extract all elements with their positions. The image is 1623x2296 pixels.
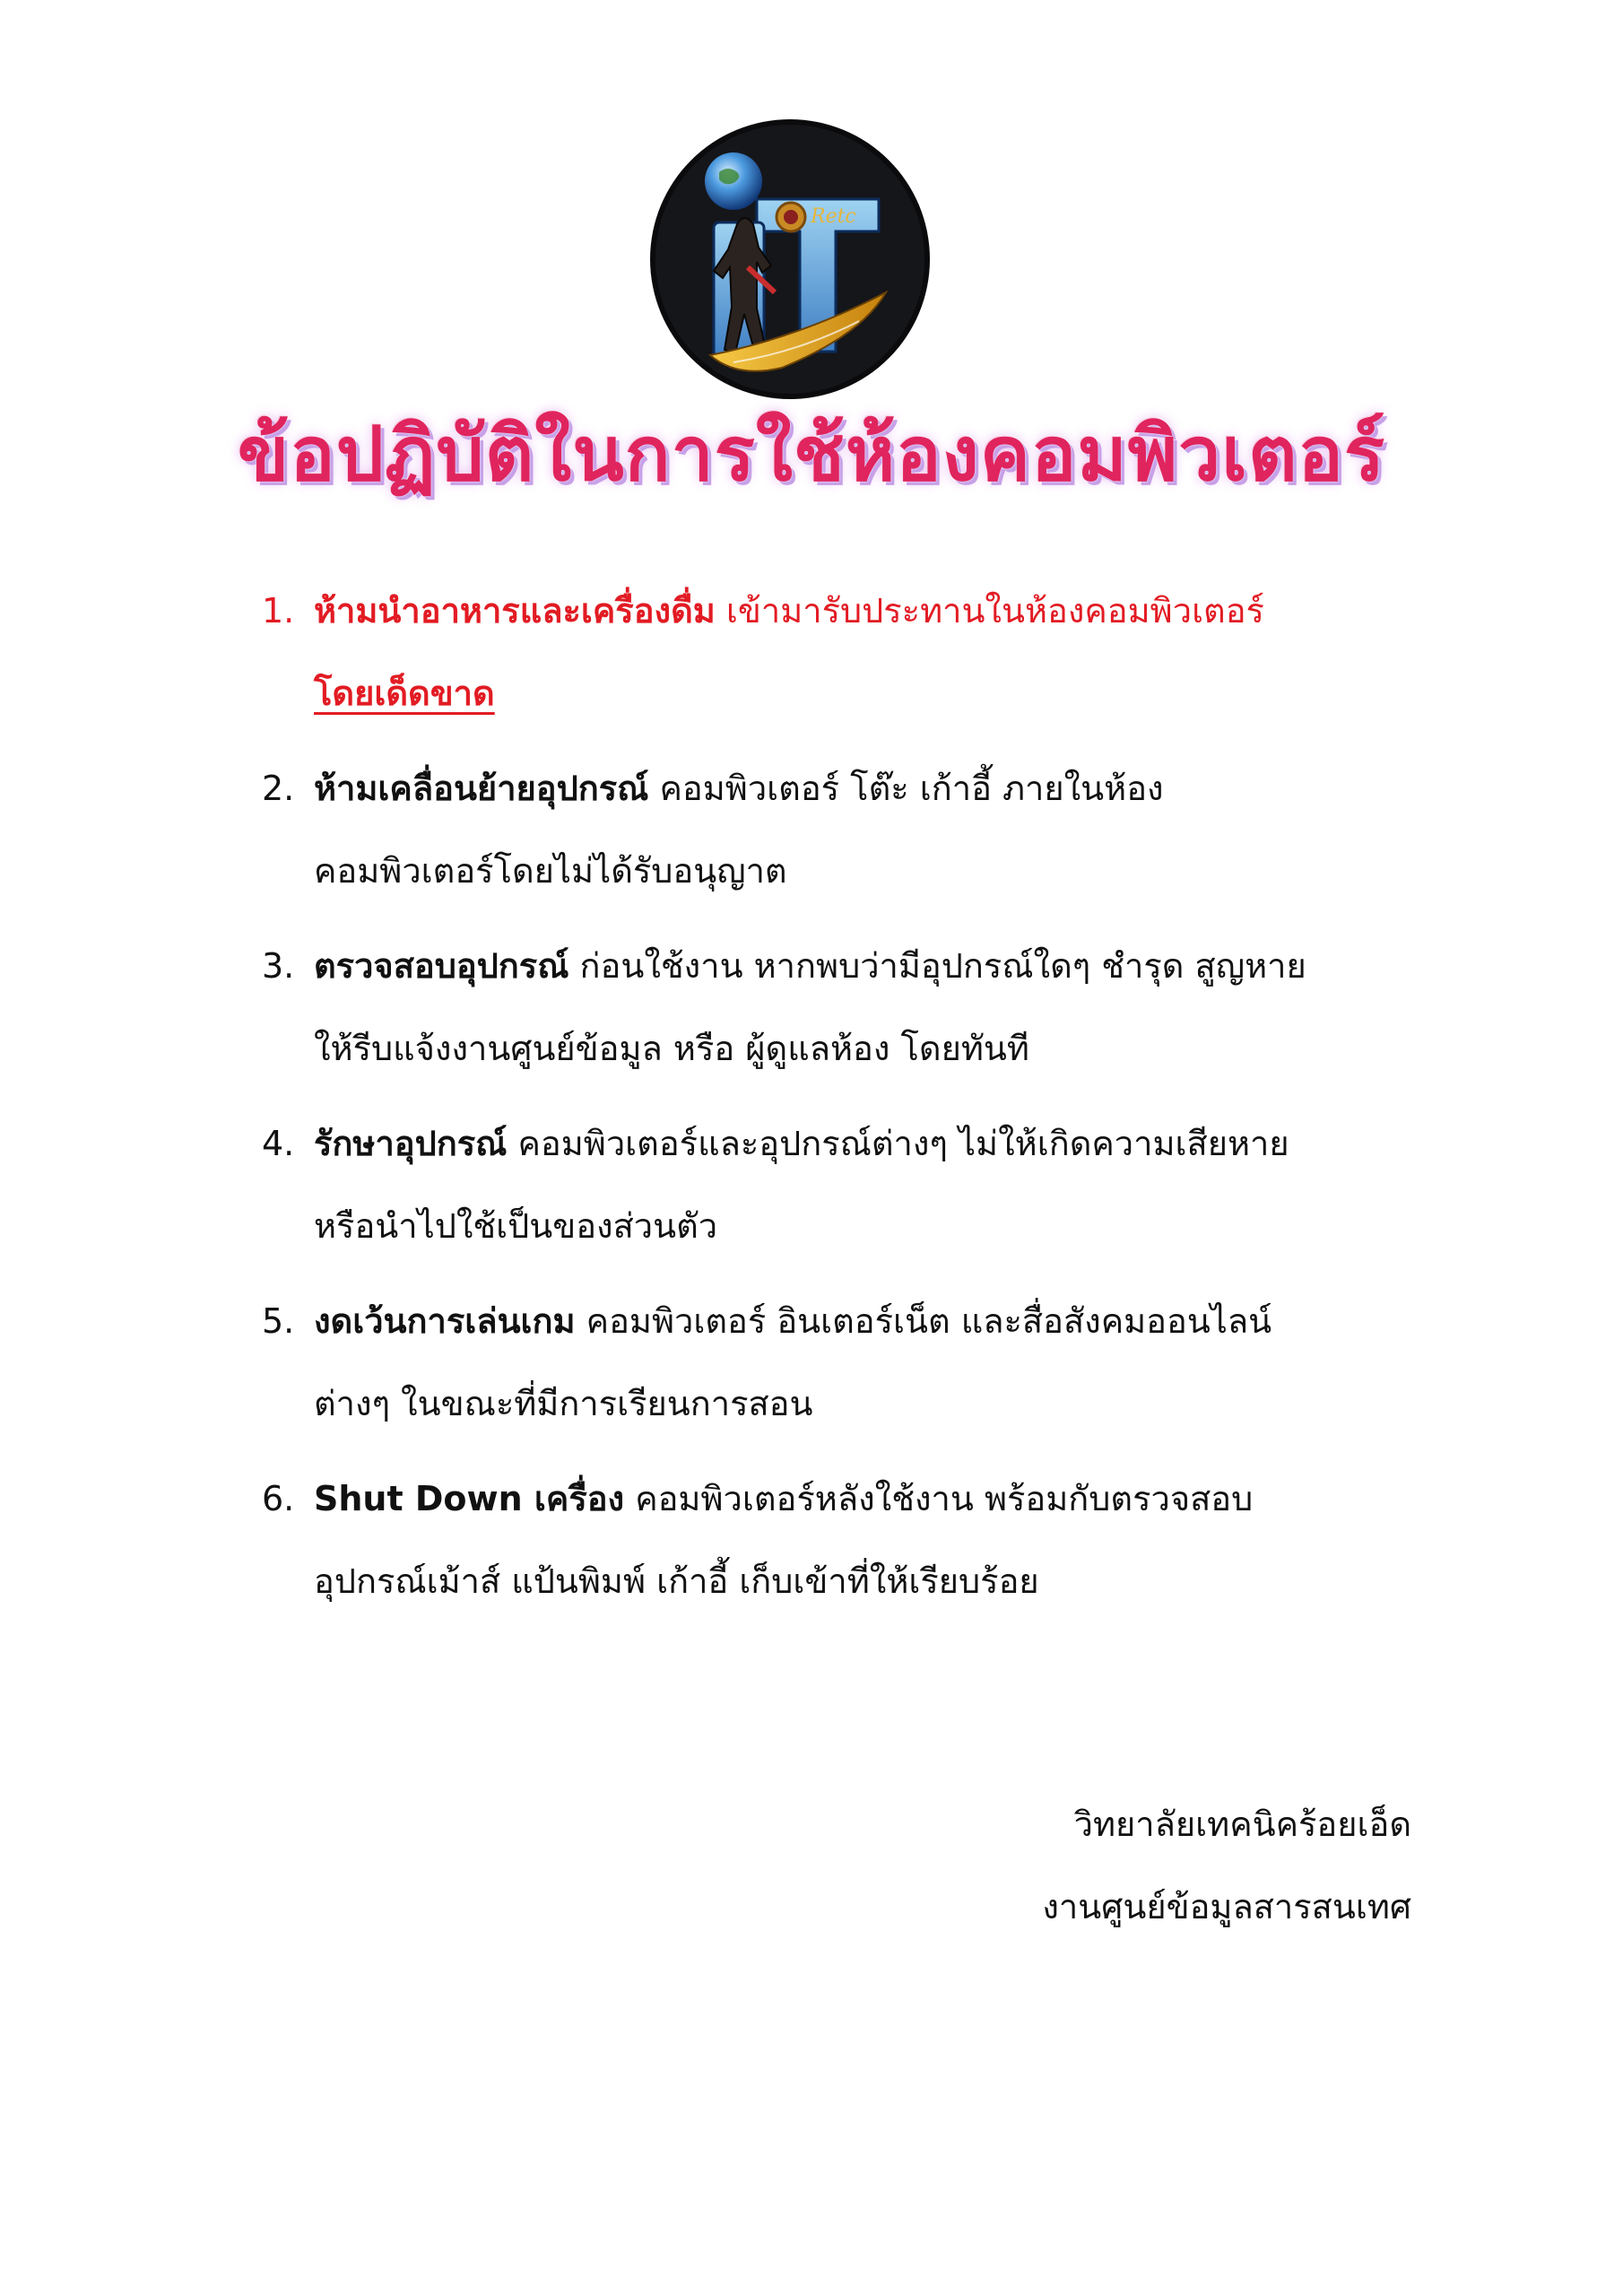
rule-item-5 <box>262 1280 1428 1445</box>
signature-institution: วิทยาลัยเทคนิคร้อยเอ็ด <box>1073 1805 1411 1844</box>
rule-line-2: หรือนำไปใช้เป็นของส่วนตัว <box>314 1206 718 1246</box>
rule-number: 4. <box>262 1124 295 1163</box>
rule-number: 3. <box>262 946 295 986</box>
signature-block <box>1042 1783 1411 1948</box>
rule-lead: ห้ามเคลื่อนย้ายอุปกรณ์ <box>314 769 649 808</box>
rule-item-2 <box>262 747 1428 912</box>
rule-number: 5. <box>262 1301 295 1341</box>
rule-number: 6. <box>262 1479 295 1518</box>
rule-text: คอมพิวเตอร์ โต๊ะ เก้าอี้ ภายในห้อง <box>648 769 1164 808</box>
rule-lead: งดเว้นการเล่นเกม <box>314 1301 576 1341</box>
rule-number: 2. <box>262 769 295 808</box>
rule-text: คอมพิวเตอร์และอุปกรณ์ต่างๆ ไม่ให้เกิดความเสียหาย <box>507 1124 1289 1163</box>
rule-lead: Shut Down เครื่อง <box>314 1479 625 1518</box>
svg-text:Retc: Retc <box>811 205 856 228</box>
rule-lead: ตรวจสอบอุปกรณ์ <box>314 946 569 986</box>
rules-list <box>262 570 1428 1635</box>
rule-line-1 <box>314 1102 1428 1185</box>
rule-item-3 <box>262 925 1428 1090</box>
rule-number: 1. <box>262 591 295 631</box>
rule-lead: ห้ามนำอาหารและเครื่องดื่ม <box>314 591 716 631</box>
rule-line-1 <box>314 925 1428 1007</box>
rule-line-1 <box>314 747 1428 830</box>
rtc-it-logo-icon <box>647 117 933 402</box>
rule-line-2: ต่างๆ ในขณะที่มีการเรียนการสอน <box>314 1384 813 1423</box>
rule-line-2: อุปกรณ์เม้าส์ แป้นพิมพ์ เก้าอี้ เก็บเข้าที่ให้เรียบร้อย <box>314 1561 1039 1601</box>
rule-lead: รักษาอุปกรณ์ <box>314 1124 508 1163</box>
rule-line-2: ให้รีบแจ้งงานศูนย์ข้อมูล หรือ ผู้ดูแลห้อง โดยทันที <box>314 1029 1029 1068</box>
rule-line-1 <box>314 1280 1428 1362</box>
rule-item-1 <box>262 570 1428 735</box>
rule-text: คอมพิวเตอร์ อินเตอร์เน็ต และสื่อสังคมออนไลน์ <box>575 1301 1272 1341</box>
rule-text: คอมพิวเตอร์หลังใช้งาน พร้อมกับตรวจสอบ <box>624 1479 1254 1518</box>
rule-line-1 <box>314 570 1428 652</box>
rule-text: ก่อนใช้งาน หากพบว่ามีอุปกรณ์ใดๆ ชำรุด สูญหาย <box>568 946 1306 986</box>
signature-department: งานศูนย์ข้อมูลสารสนเทศ <box>1042 1887 1411 1926</box>
rule-emphasis: โดยเด็ดขาด <box>314 674 495 713</box>
page-title: ข้อปฏิบัติในการใช้ห้องคอมพิวเตอร์ <box>237 409 1386 498</box>
rule-line-2: คอมพิวเตอร์โดยไม่ได้รับอนุญาต <box>314 851 787 891</box>
rule-item-6 <box>262 1457 1428 1622</box>
rule-text: เข้ามารับประทานในห้องคอมพิวเตอร์ <box>715 591 1264 631</box>
rule-item-4 <box>262 1102 1428 1267</box>
rule-line-1 <box>314 1457 1428 1540</box>
